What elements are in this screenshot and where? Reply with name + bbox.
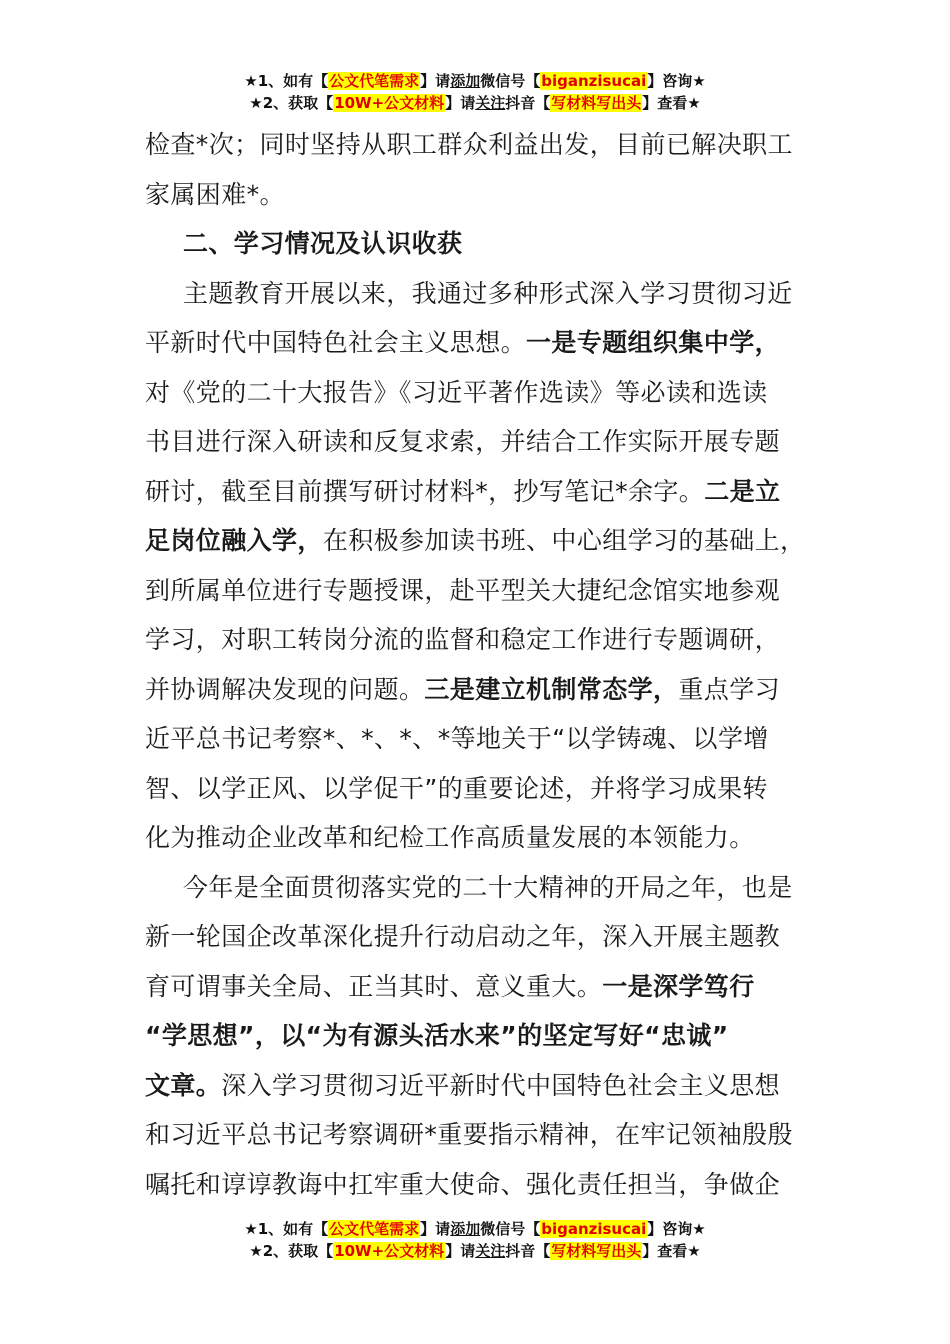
text-span: 平新时代中国特色社会主义思想。 bbox=[145, 328, 527, 357]
text-span: 深入学习贯彻习近平新时代中国特色社会主义思想 bbox=[221, 1070, 781, 1100]
banner-highlight: 10W+公文材料 bbox=[334, 1242, 445, 1260]
banner-text: 】咨询★ bbox=[647, 1220, 706, 1238]
banner-line-1 bbox=[0, 1218, 950, 1240]
text-line: 嘱托和谆谆教诲中扛牢重大使命、强化责任担当，争做企 bbox=[145, 1169, 781, 1199]
paragraph-2 bbox=[145, 269, 845, 863]
banner-text: 微信号【 bbox=[480, 72, 541, 90]
text-line bbox=[145, 467, 845, 517]
text-line: 到所属单位进行专题授课，赴平型关大捷纪念馆实地参观 bbox=[145, 575, 781, 605]
banner-highlight: 写材料写出头 bbox=[551, 94, 642, 112]
banner-text: 】请 bbox=[420, 1220, 451, 1238]
banner-underlined-text: 添加 bbox=[450, 1220, 481, 1238]
banner-underlined-text: 关注 bbox=[475, 94, 506, 112]
banner-text: ★2、获取【 bbox=[249, 1242, 334, 1260]
bold-text: 文章。 bbox=[145, 1070, 222, 1100]
bold-text: “学思想”，以“为有源头活水来”的坚定写好“忠诚” bbox=[145, 1021, 729, 1050]
text-line: 主题教育开展以来，我通过多种形式深入学习贯彻习近 bbox=[183, 278, 793, 308]
text-line bbox=[145, 665, 845, 715]
banner-text: ★1、如有【 bbox=[244, 1220, 329, 1238]
banner-text: 】查看★ bbox=[642, 94, 701, 112]
text-line: 新一轮国企改革深化提升行动启动之年，深入开展主题教 bbox=[145, 922, 781, 951]
banner-highlight: 公文代笔需求 bbox=[329, 72, 420, 90]
text-line bbox=[145, 318, 845, 368]
banner-underlined-text: 添加 bbox=[450, 72, 481, 90]
text-line: 书目进行深入研读和反复求索，并结合工作实际开展专题 bbox=[145, 427, 781, 456]
text-line: 学习，对职工转岗分流的监督和稳定工作进行专题调研， bbox=[145, 625, 781, 654]
text-line bbox=[145, 1061, 845, 1111]
banner-highlight: 写材料写出头 bbox=[551, 1242, 642, 1260]
banner-line-2 bbox=[0, 92, 950, 114]
paragraph-1 bbox=[145, 120, 845, 219]
banner-text: 抖音【 bbox=[505, 1242, 551, 1260]
banner-text: 】请 bbox=[445, 1242, 476, 1260]
banner-text: 】查看★ bbox=[642, 1242, 701, 1260]
text-line bbox=[145, 1011, 845, 1061]
banner-text: 】请 bbox=[445, 94, 476, 112]
heading-text: 二、学习情况及认识收获 bbox=[183, 229, 463, 258]
section-heading bbox=[145, 219, 845, 269]
banner-highlight: 公文代笔需求 bbox=[329, 1220, 420, 1238]
banner-text: ★1、如有【 bbox=[244, 72, 329, 90]
banner-underlined-text: 关注 bbox=[475, 1242, 506, 1260]
banner-highlight: biganzisucai bbox=[541, 72, 647, 90]
bold-text: 一是专题组织集中学， bbox=[526, 328, 781, 357]
banner-text: 抖音【 bbox=[505, 94, 551, 112]
text-line bbox=[145, 962, 845, 1012]
bottom-banner bbox=[0, 1218, 950, 1262]
text-line: 和习近平总书记考察调研*重要指示精神，在牢记领袖殷殷 bbox=[145, 1120, 793, 1149]
text-line: 家属困难*。 bbox=[145, 179, 285, 209]
text-line: 今年是全面贯彻落实党的二十大精神的开局之年，也是 bbox=[183, 872, 793, 902]
banner-line-2 bbox=[0, 1240, 950, 1262]
banner-highlight: 10W+公文材料 bbox=[334, 94, 445, 112]
text-line bbox=[145, 516, 845, 566]
text-span: 重点学习 bbox=[678, 674, 781, 704]
text-line: 智、以学正风、以学促干”的重要论述，并将学习成果转 bbox=[145, 773, 768, 803]
paragraph-3 bbox=[145, 863, 845, 1210]
banner-highlight: biganzisucai bbox=[541, 1220, 647, 1238]
banner-line-1 bbox=[0, 70, 950, 92]
banner-text: 】咨询★ bbox=[647, 72, 706, 90]
text-span: 研讨，截至目前撰写研讨材料*，抄写笔记*余字。 bbox=[145, 476, 705, 506]
bold-text: 二是立 bbox=[704, 476, 781, 506]
top-banner bbox=[0, 70, 950, 114]
text-line: 检查*次；同时坚持从职工群众利益出发，目前已解决职工 bbox=[145, 130, 793, 159]
text-line: 近平总书记考察*、*、*、*等地关于“以学铸魂、以学增 bbox=[145, 724, 769, 753]
bold-text: 三是建立机制常态学， bbox=[424, 674, 679, 704]
text-line: 化为推动企业改革和纪检工作高质量发展的本领能力。 bbox=[145, 823, 755, 852]
banner-text: 微信号【 bbox=[480, 1220, 541, 1238]
banner-text: ★2、获取【 bbox=[249, 94, 334, 112]
bold-text: 一是深学笃行 bbox=[602, 971, 755, 1001]
bold-text: 足岗位融入学， bbox=[145, 526, 323, 555]
text-line: 对《党的二十大报告》《习近平著作选读》等必读和选读 bbox=[145, 377, 768, 407]
text-span: 育可谓事关全局、正当其时、意义重大。 bbox=[145, 971, 603, 1001]
document-body bbox=[145, 120, 845, 1209]
text-span: 在积极参加读书班、中心组学习的基础上， bbox=[322, 526, 806, 555]
text-span: 并协调解决发现的问题。 bbox=[145, 674, 425, 704]
banner-text: 】请 bbox=[420, 72, 451, 90]
